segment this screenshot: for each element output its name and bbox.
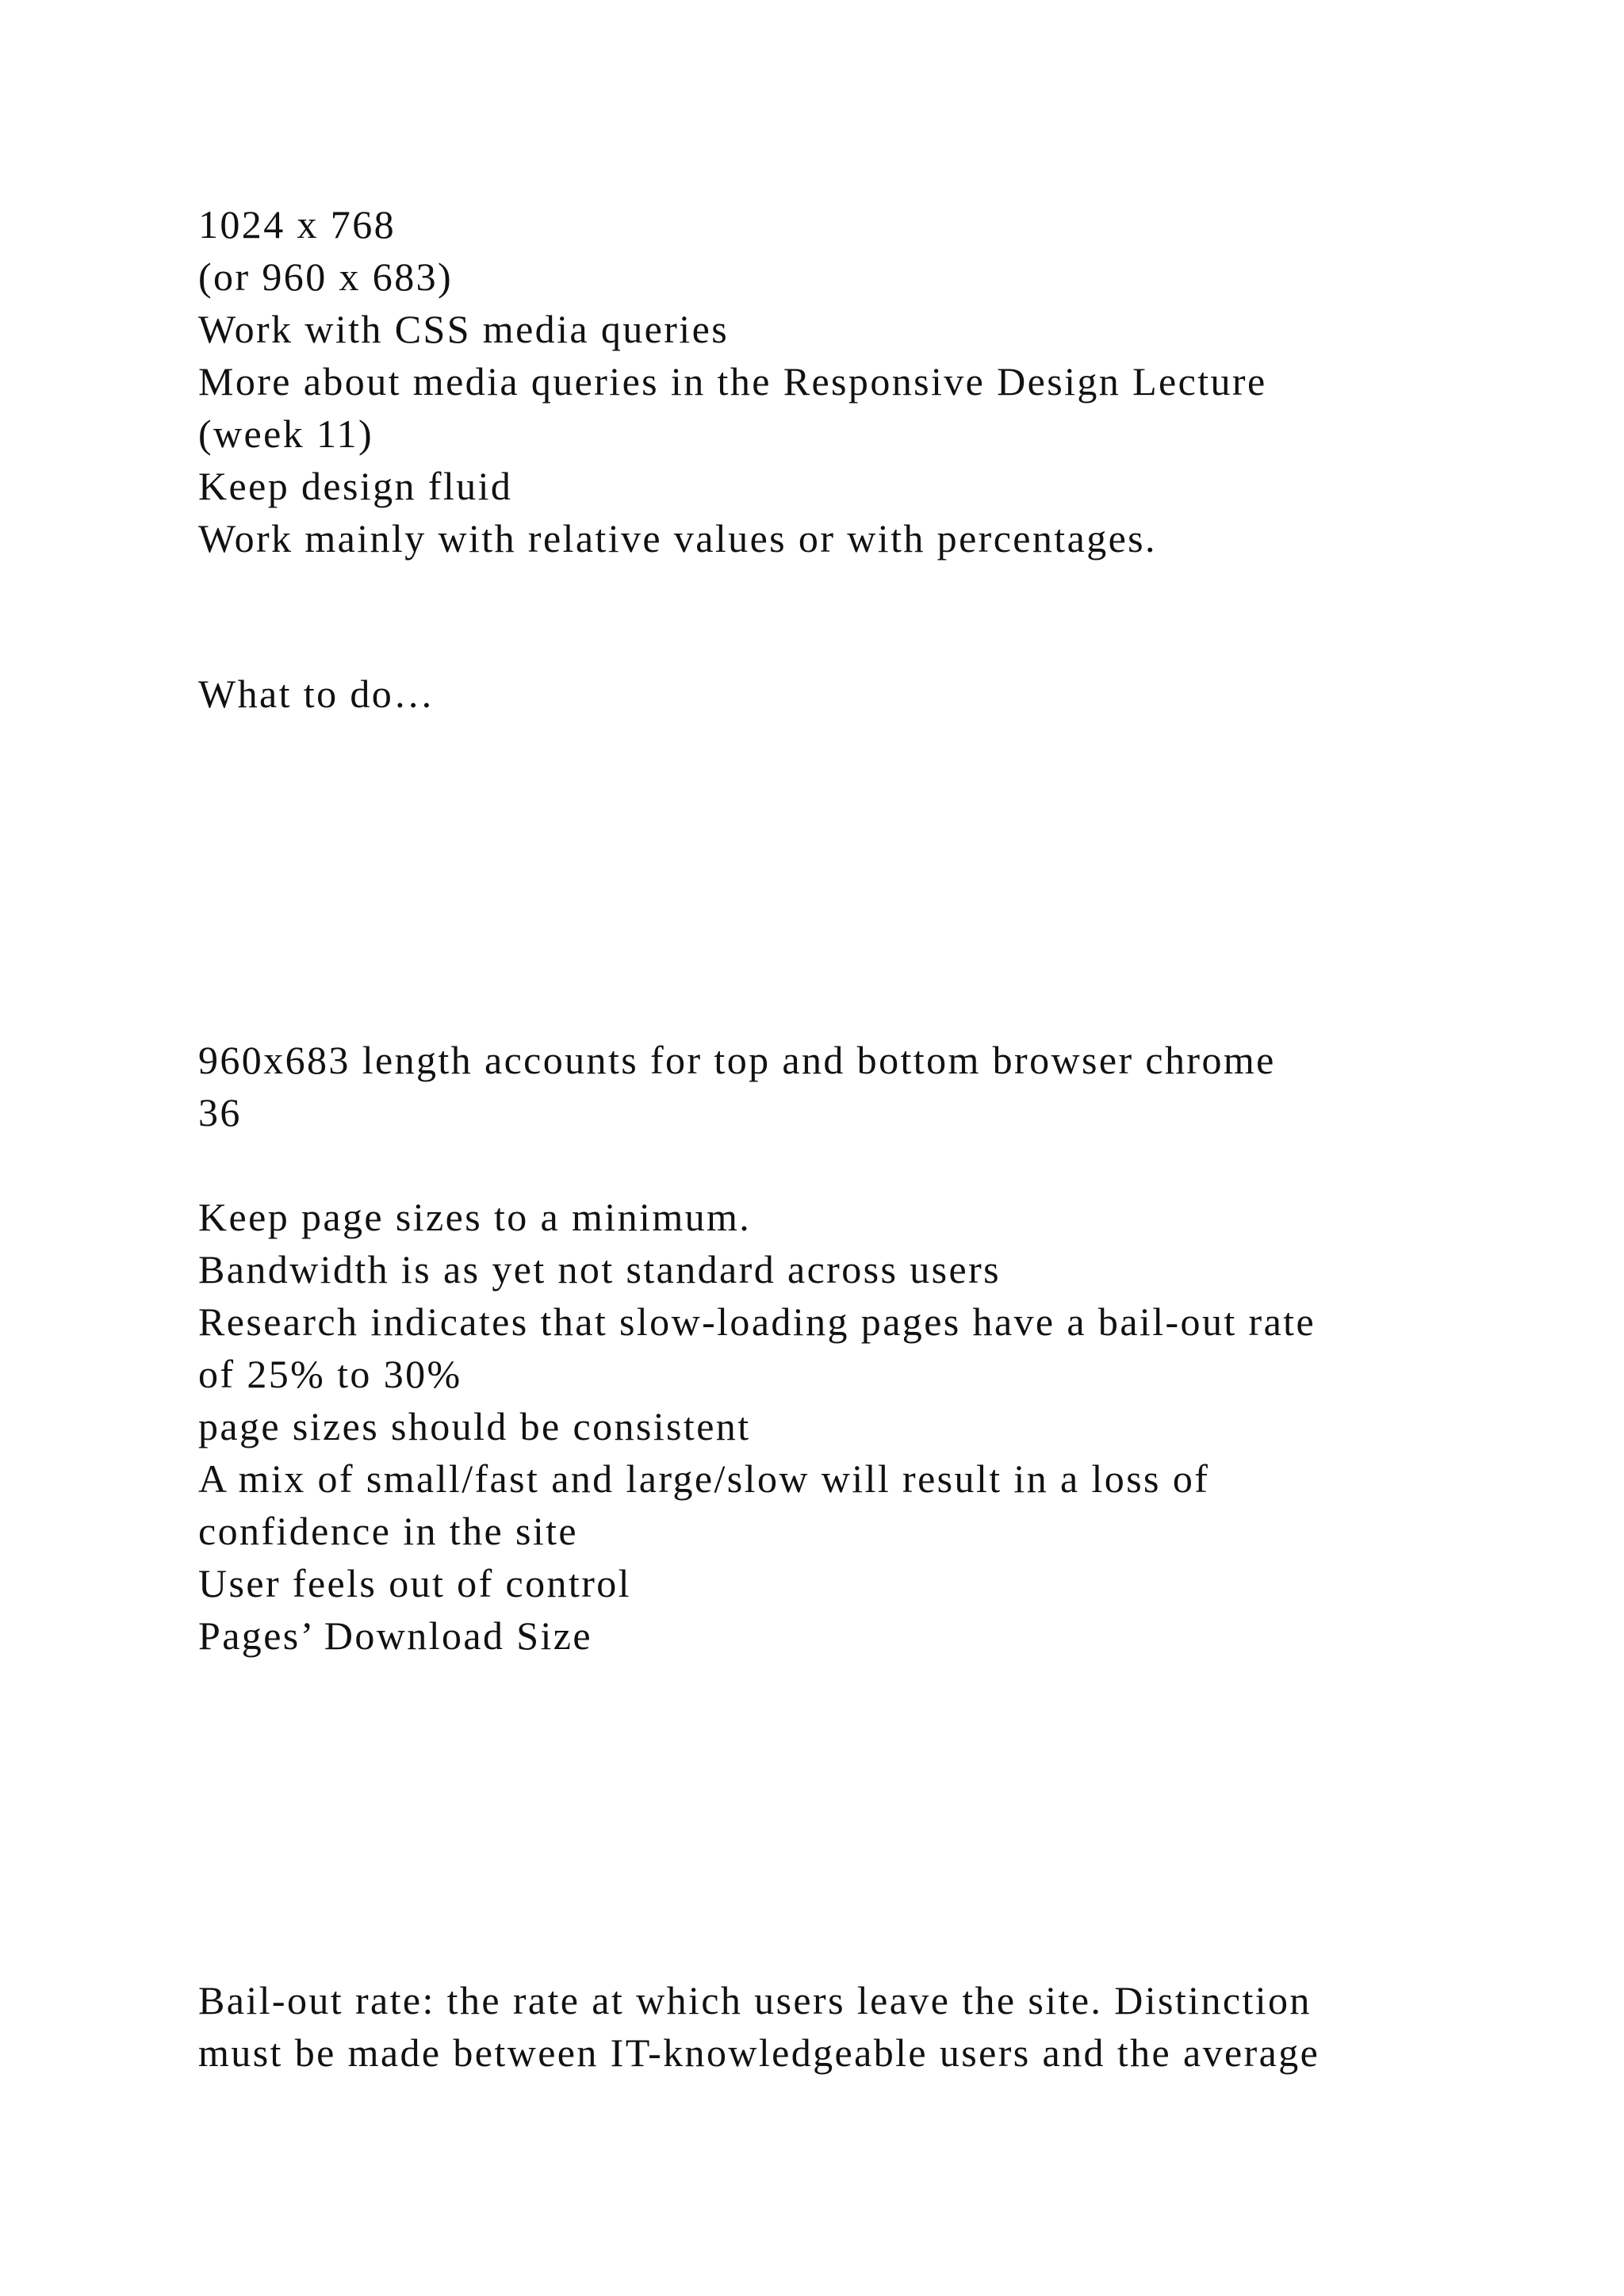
text-line: Research indicates that slow-loading pages have a bail-out rate [198, 1299, 1316, 1344]
text-line: Bandwidth is as yet not standard across users [198, 1247, 1002, 1292]
text-line: More about media queries in the Responsive Design Lecture [198, 359, 1267, 404]
section-heading: What to do… [198, 672, 435, 716]
text-line: (or 960 x 683) [198, 254, 454, 299]
text-line: must be made between IT-knowledgeable users and the average [198, 2030, 1320, 2075]
text-line: (week 11) [198, 411, 374, 456]
text-line: User feels out of control [198, 1561, 631, 1605]
text-line: Work mainly with relative values or with percentages. [198, 516, 1157, 561]
text-line: 36 [198, 1090, 242, 1135]
text-line: of 25% to 30% [198, 1352, 462, 1396]
text-line: Work with CSS media queries [198, 307, 730, 351]
text-line: Pages’ Download Size [198, 1613, 592, 1658]
text-line: Keep page sizes to a minimum. [198, 1195, 752, 1239]
text-line: A mix of small/fast and large/slow will result in a loss of [198, 1456, 1210, 1501]
text-line: Bail-out rate: the rate at which users leave the site. Distinction [198, 1978, 1312, 2022]
text-line: page sizes should be consistent [198, 1404, 751, 1448]
text-line: 960x683 length accounts for top and bottom browser chrome [198, 1038, 1276, 1082]
text-line: confidence in the site [198, 1509, 579, 1553]
text-line: 1024 x 768 [198, 202, 396, 247]
text-line: Keep design fluid [198, 464, 513, 508]
